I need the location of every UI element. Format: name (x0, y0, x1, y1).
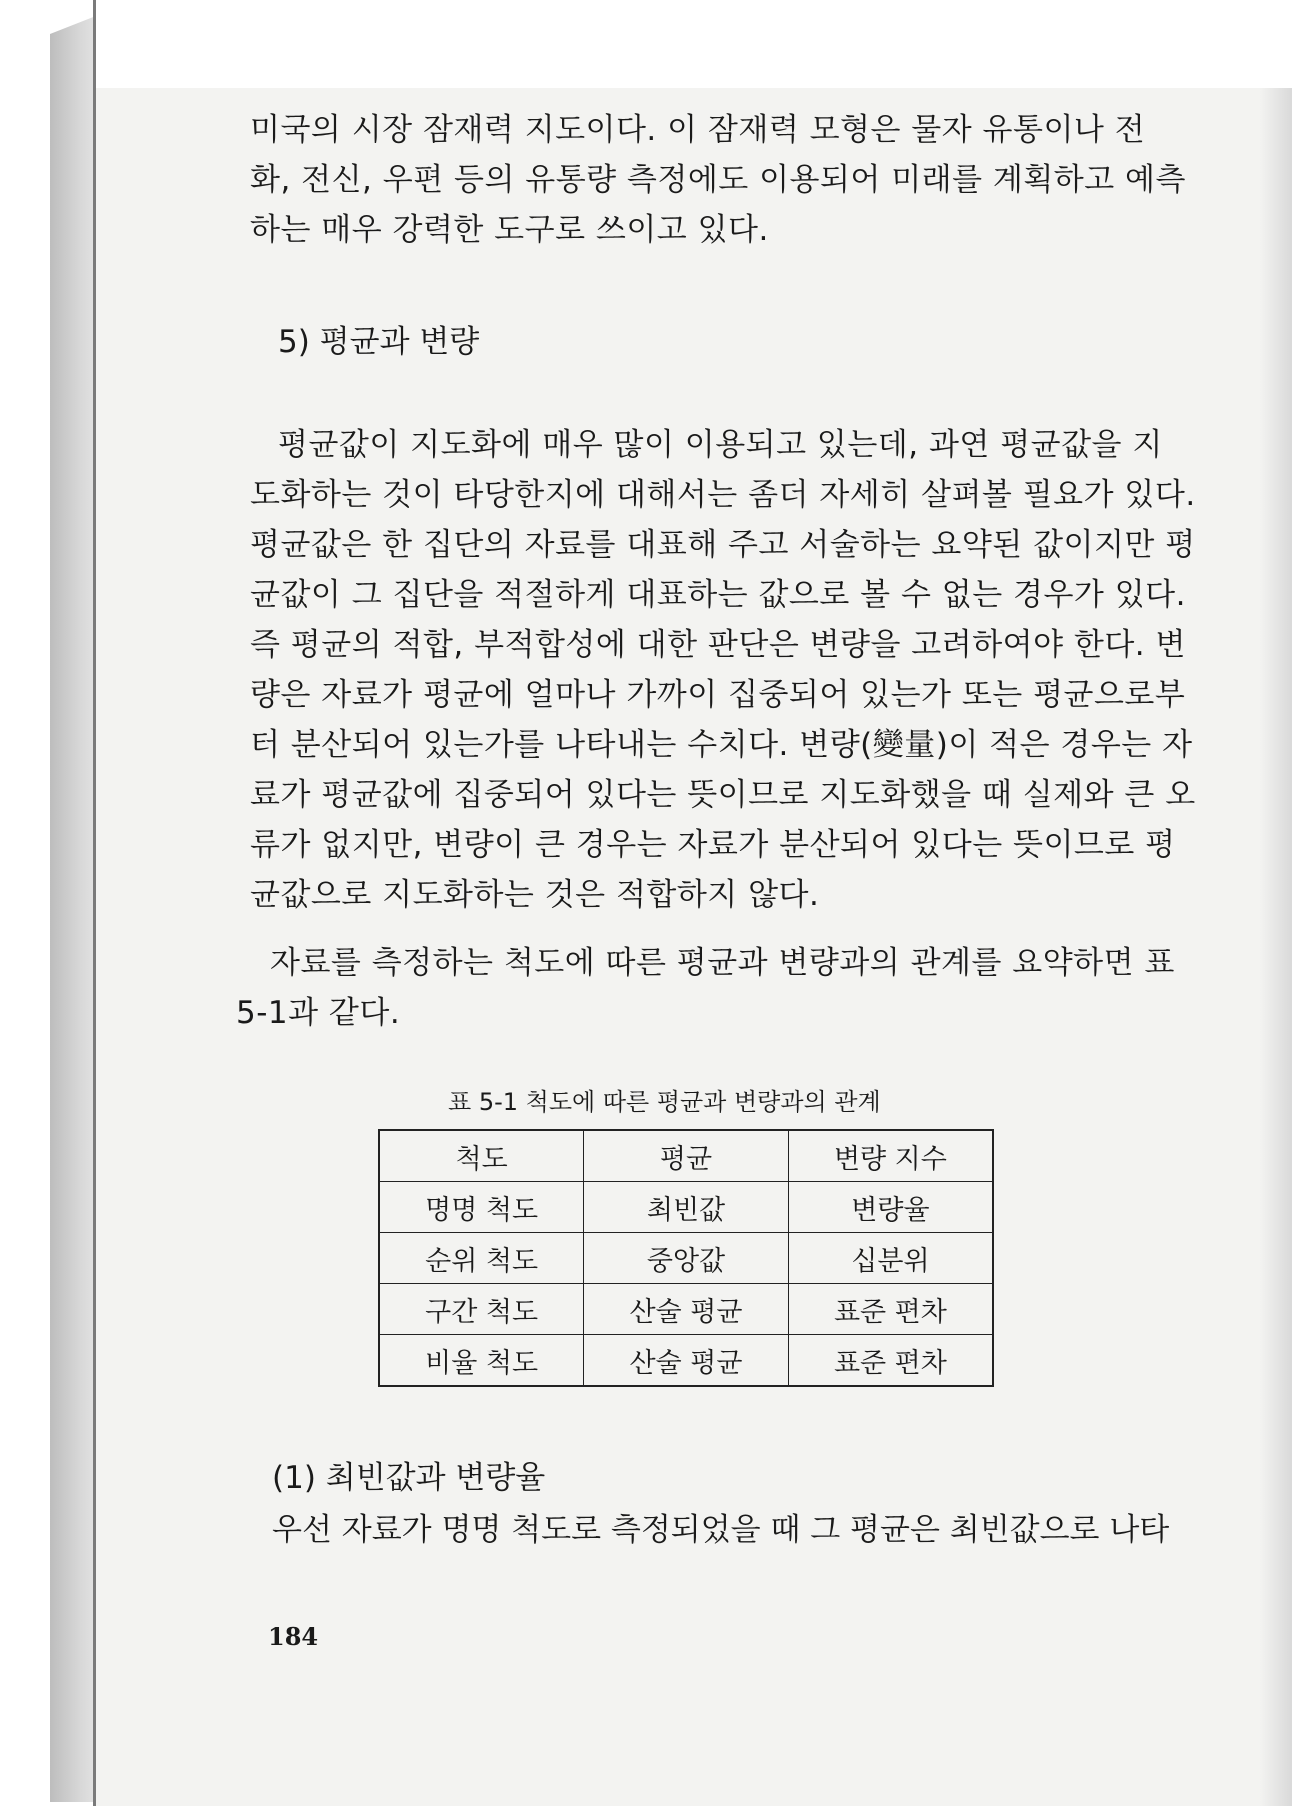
paragraph-2-line: 균값이 그 집단을 적절하게 대표하는 값으로 볼 수 없는 경우가 있다. (250, 577, 1186, 613)
paragraph-1 (250, 105, 1186, 255)
table-cell: 명명 척도 (379, 1182, 584, 1233)
table-caption: 표 5-1 척도에 따른 평균과 변량과의 관계 (448, 1088, 881, 1116)
paragraph-2-line: 도화하는 것이 타당한지에 대해서는 좀더 자세히 살펴볼 필요가 있다. (250, 477, 1196, 513)
paragraph-3-line: 5-1과 같다. (236, 995, 401, 1031)
table-cell: 구간 척도 (379, 1284, 584, 1335)
paragraph-3 (236, 938, 1175, 1038)
page-edge-shadow (1260, 0, 1292, 1806)
table-cell: 변량율 (788, 1182, 993, 1233)
table-cell: 표준 편차 (788, 1284, 993, 1335)
paragraph-2-line: 균값으로 지도화하는 것은 적합하지 않다. (250, 877, 820, 913)
paragraph-2-line: 료가 평균값에 집중되어 있다는 뜻이므로 지도화했을 때 실제와 큰 오 (250, 777, 1196, 813)
paragraph-4-line: 우선 자료가 명명 척도로 측정되었을 때 그 평균은 최빈값으로 나타 (272, 1512, 1170, 1548)
paragraph-1-line: 화, 전신, 우편 등의 유통량 측정에도 이용되어 미래를 계획하고 예측 (250, 162, 1186, 198)
page-top-margin (96, 0, 1292, 88)
paragraph-1-line: 하는 매우 강력한 도구로 쓰이고 있다. (250, 212, 769, 248)
page-number: 184 (268, 1622, 319, 1651)
scale-table (378, 1129, 994, 1387)
paragraph-2-line: 터 분산되어 있는가를 나타내는 수치다. 변량(變量)이 적은 경우는 자 (250, 727, 1193, 763)
paragraph-2-line: 즉 평균의 적합, 부적합성에 대한 판단은 변량을 고려하여야 한다. 변 (250, 627, 1186, 663)
table-cell: 산술 평균 (584, 1284, 789, 1335)
table-header-cell: 평균 (584, 1130, 789, 1182)
table-header-row (379, 1130, 993, 1182)
table-cell: 십분위 (788, 1233, 993, 1284)
table-header-cell: 변량 지수 (788, 1130, 993, 1182)
table-row (379, 1284, 993, 1335)
table-cell: 순위 척도 (379, 1233, 584, 1284)
table-cell: 산술 평균 (584, 1335, 789, 1387)
paragraph-2 (250, 420, 1196, 920)
table-cell: 표준 편차 (788, 1335, 993, 1387)
section-heading: 5) 평균과 변량 (278, 324, 480, 360)
table-cell: 비율 척도 (379, 1335, 584, 1387)
table-row (379, 1233, 993, 1284)
table-cell: 중앙값 (584, 1233, 789, 1284)
paragraph-1-line: 미국의 시장 잠재력 지도이다. 이 잠재력 모형은 물자 유통이나 전 (250, 112, 1146, 148)
table-header-cell: 척도 (379, 1130, 584, 1182)
paragraph-2-line: 평균값이 지도화에 매우 많이 이용되고 있는데, 과연 평균값을 지 (278, 427, 1163, 463)
paragraph-3-line: 자료를 측정하는 척도에 따른 평균과 변량과의 관계를 요약하면 표 (270, 945, 1175, 981)
paragraph-2-line: 평균값은 한 집단의 자료를 대표해 주고 서술하는 요약된 값이지만 평 (250, 527, 1196, 563)
table-row (379, 1182, 993, 1233)
subsection-heading: (1) 최빈값과 변량율 (272, 1460, 546, 1496)
table-cell: 최빈값 (584, 1182, 789, 1233)
table-row (379, 1335, 993, 1387)
paragraph-2-line: 류가 없지만, 변량이 큰 경우는 자료가 분산되어 있다는 뜻이므로 평 (250, 827, 1176, 863)
paragraph-2-line: 량은 자료가 평균에 얼마나 가까이 집중되어 있는가 또는 평균으로부 (250, 677, 1186, 713)
